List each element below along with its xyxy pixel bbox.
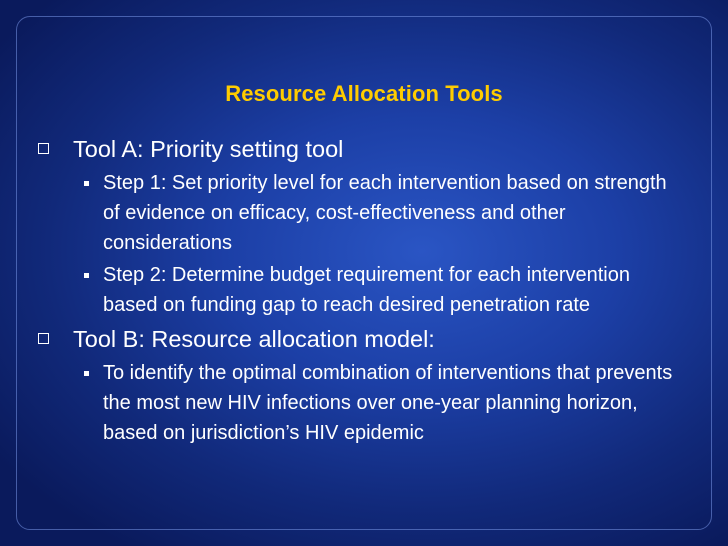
- bullet-tool-b-text: Tool B: Resource allocation model:: [73, 326, 435, 352]
- sub-bullet-step-2-text: Step 2: Determine budget requirement for each intervention based on funding gap to reach desired penetration rate: [103, 264, 630, 316]
- bullet-tool-b: [38, 324, 678, 355]
- sub-bullet-step-1-text: Step 1: Set priority level for each intervention based on strength of evidence on efficacy, cost-effectiveness and other considerations: [103, 172, 667, 254]
- filled-square-bullet-icon: [84, 273, 89, 278]
- sub-bullet-step-2: [38, 260, 678, 320]
- bullet-tool-a-text: Tool A: Priority setting tool: [73, 136, 344, 162]
- filled-square-bullet-icon: [84, 181, 89, 186]
- sub-bullet-identify: [38, 358, 678, 448]
- sub-bullet-step-1: [38, 168, 678, 258]
- slide-body: [38, 134, 678, 448]
- slide-title: Resource Allocation Tools: [225, 81, 503, 106]
- hollow-square-bullet-icon: [38, 143, 49, 154]
- filled-square-bullet-icon: [84, 371, 89, 376]
- sub-bullet-identify-text: To identify the optimal combination of interventions that prevents the most new HIV infections over one-year planning horizon, based on jurisdiction’s HIV epidemic: [103, 362, 673, 444]
- bullet-tool-a: [38, 134, 678, 165]
- hollow-square-bullet-icon: [38, 333, 49, 344]
